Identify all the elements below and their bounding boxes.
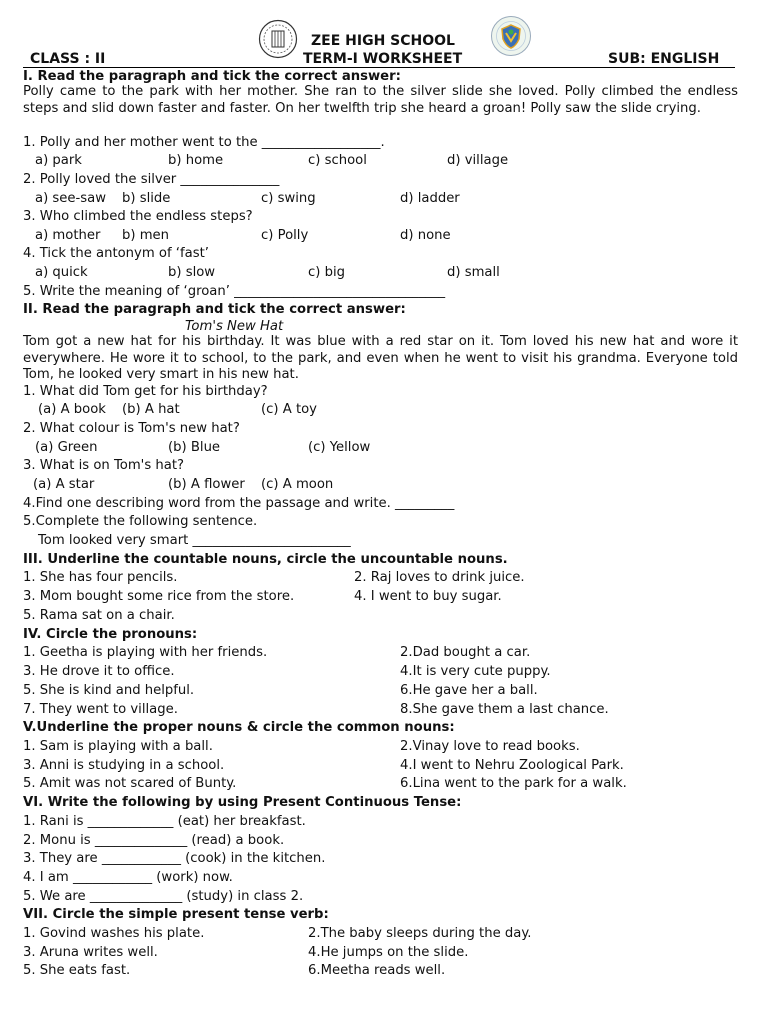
list-item: 4.I went to Nehru Zoological Park. [400, 758, 624, 773]
list-item: 5. Rama sat on a chair. [23, 608, 175, 623]
option: b) slow [168, 265, 216, 280]
worksheet-title: TERM-I WORKSHEET [303, 51, 463, 67]
option: (c) Yellow [308, 440, 371, 455]
school-emblem-logo [258, 19, 298, 59]
list-item: 2. Raj loves to drink juice. [354, 570, 525, 585]
s2-question-5-sentence: Tom looked very smart ________________________ [38, 533, 351, 548]
list-item: 2. Monu is ______________ (read) a book. [23, 833, 285, 848]
s2-question-5: 5.Complete the following sentence. [23, 514, 258, 529]
school-shield-logo [490, 15, 532, 57]
list-item: 5. Amit was not scared of Bunty. [23, 776, 237, 791]
option: (c) A moon [261, 477, 334, 492]
list-item: 2.Vinay love to read books. [400, 739, 580, 754]
section-5-heading: V.Underline the proper nouns & circle the common nouns: [23, 720, 455, 735]
s1-question-4: 4. Tick the antonym of ‘fast’ [23, 246, 209, 261]
section-7-heading: VII. Circle the simple present tense verb: [23, 907, 329, 922]
option: c) school [308, 153, 367, 168]
s2-question-2: 2. What colour is Tom's new hat? [23, 421, 240, 436]
section-6-heading: VI. Write the following by using Present Continuous Tense: [23, 795, 462, 810]
list-item: 1. Sam is playing with a ball. [23, 739, 213, 754]
list-item: 8.She gave them a last chance. [400, 702, 609, 717]
list-item: 2.Dad bought a car. [400, 645, 531, 660]
option: d) ladder [400, 191, 460, 206]
list-item: 3. They are ____________ (cook) in the kitchen. [23, 851, 326, 866]
section-1-paragraph: Polly came to the park with her mother. She ran to the silver slide she loved. Polly climbed the endless steps and slid down faster and faster. On her twelfth trip she heard a groan! Polly saw the slide crying. [23, 84, 738, 116]
list-item: 1. She has four pencils. [23, 570, 178, 585]
s1-question-1: 1. Polly and her mother went to the __________________. [23, 135, 385, 150]
list-item: 4.It is very cute puppy. [400, 664, 551, 679]
class-label: CLASS : II [30, 51, 106, 67]
list-item: 4. I am ____________ (work) now. [23, 870, 233, 885]
option: (b) A hat [122, 402, 180, 417]
list-item: 1. Rani is _____________ (eat) her breakfast. [23, 814, 306, 829]
list-item: 3. Mom bought some rice from the store. [23, 589, 295, 604]
option: (a) Green [35, 440, 98, 455]
s2-question-4: 4.Find one describing word from the passage and write. _________ [23, 496, 455, 511]
option: a) mother [35, 228, 101, 243]
list-item: 3. Aruna writes well. [23, 945, 158, 960]
s1-question-3: 3. Who climbed the endless steps? [23, 209, 253, 224]
s2-question-3: 3. What is on Tom's hat? [23, 458, 184, 473]
list-item: 1. Geetha is playing with her friends. [23, 645, 268, 660]
option: a) see-saw [35, 191, 107, 206]
list-item: 5. We are ______________ (study) in class 2. [23, 889, 304, 904]
list-item: 5. She eats fast. [23, 963, 131, 978]
list-item: 3. Anni is studying in a school. [23, 758, 225, 773]
option: d) village [447, 153, 509, 168]
option: (b) A flower [168, 477, 245, 492]
list-item: 6.He gave her a ball. [400, 683, 538, 698]
option: a) park [35, 153, 82, 168]
option: b) home [168, 153, 224, 168]
list-item: 3. He drove it to office. [23, 664, 175, 679]
section-4-heading: IV. Circle the pronouns: [23, 627, 198, 642]
section-2-heading: II. Read the paragraph and tick the correct answer: [23, 302, 406, 317]
option: (a) A book [38, 402, 106, 417]
option: (a) A star [33, 477, 95, 492]
list-item: 6.Lina went to the park for a walk. [400, 776, 627, 791]
section-1-heading: I. Read the paragraph and tick the correct answer: [23, 69, 401, 84]
section-2-paragraph: Tom got a new hat for his birthday. It was blue with a red star on it. Tom loved his new hat and wore it everywhere. He wore it to school, to the park, and even when he went to visit his grandma. Everyone told Tom, he looked very smart in his new hat. [23, 334, 738, 383]
s2-question-1: 1. What did Tom get for his birthday? [23, 384, 268, 399]
option: c) Polly [261, 228, 309, 243]
s1-question-5: 5. Write the meaning of ‘groan’ ________________________________ [23, 284, 446, 299]
list-item: 5. She is kind and helpful. [23, 683, 195, 698]
list-item: 4. I went to buy sugar. [354, 589, 502, 604]
option: c) swing [261, 191, 316, 206]
list-item: 7. They went to village. [23, 702, 178, 717]
option: b) slide [122, 191, 171, 206]
option: a) quick [35, 265, 88, 280]
subject-label: SUB: ENGLISH [608, 51, 720, 67]
list-item: 4.He jumps on the slide. [308, 945, 469, 960]
option: b) men [122, 228, 170, 243]
s1-question-2: 2. Polly loved the silver _______________ [23, 172, 280, 187]
school-name: ZEE HIGH SCHOOL [311, 33, 455, 49]
option: d) small [447, 265, 500, 280]
list-item: 2.The baby sleeps during the day. [308, 926, 532, 941]
option: d) none [400, 228, 451, 243]
section-3-heading: III. Underline the countable nouns, circle the uncountable nouns. [23, 552, 508, 567]
list-item: 6.Meetha reads well. [308, 963, 446, 978]
option: (c) A toy [261, 402, 317, 417]
option: (b) Blue [168, 440, 221, 455]
list-item: 1. Govind washes his plate. [23, 926, 205, 941]
option: c) big [308, 265, 345, 280]
story-title: Tom's New Hat [185, 319, 284, 334]
